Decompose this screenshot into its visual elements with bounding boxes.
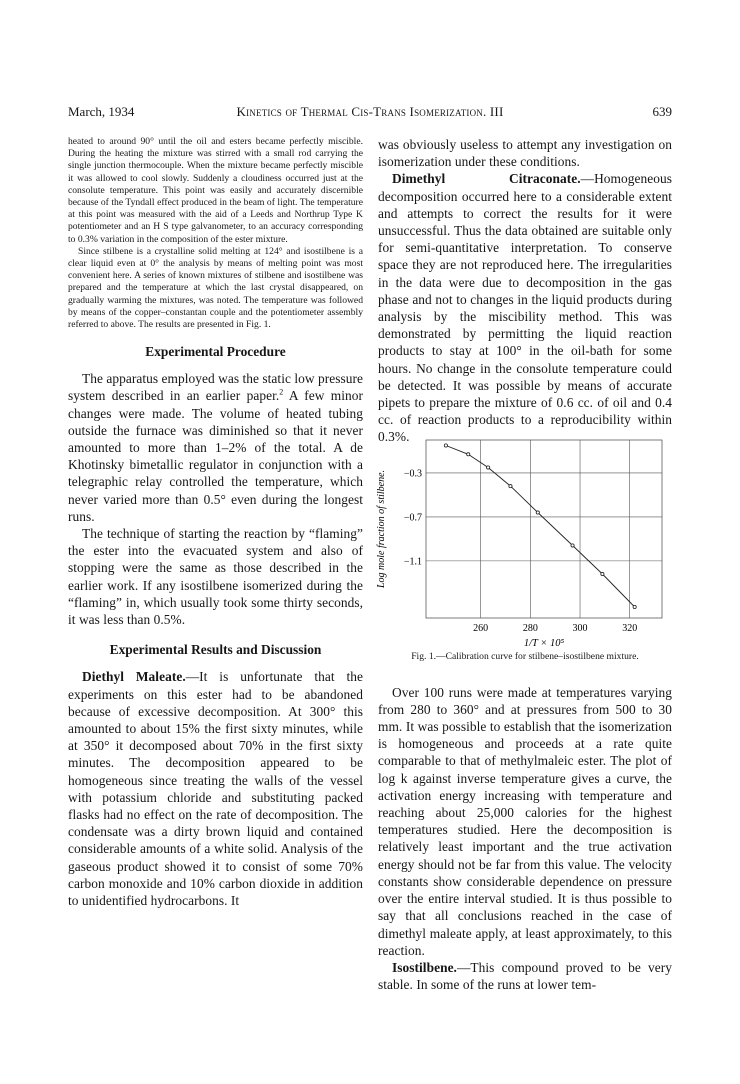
y-tick-label: −0.3 (403, 468, 422, 480)
paragraph: Diethyl Maleate.—It is unfortunate that the experiments on this ester had to be abandoned because of excessive decomposition. At 300° this amounted to about 15% the first sixty minutes, while at 350° it decomposed about 70% in the first sixty minutes. The decomposition appeared to be homogeneous since treating the walls of the vessel with potassium chloride and substituting packed flasks had no effect on the rate of decomposition. The condensate was a dirty brown liquid and contained considerable amounts of a white solid. Analysis of the gaseous product showed it to consist of some 70% carbon monoxide and 10% carbon dioxide in addition to unidentified hydrocarbons. It (68, 669, 363, 908)
calibration-curve (446, 446, 635, 608)
paragraph: was obviously useless to attempt any investigation on isomerization under these conditions. (378, 137, 672, 170)
x-tick-label: 260 (473, 623, 489, 634)
header-title: Kinetics of Thermal Cis-Trans Isomerization. III (236, 104, 504, 119)
x-axis-label: 1/T × 10⁵ (523, 638, 565, 649)
x-tick-label: 280 (522, 623, 538, 634)
paragraph: Dimethyl Citraconate.—Homogeneous decomposition occurred here to a considerable extent and attempts to correct the results for it were unsuccessful. Thus the data obtained are suitable only for semi-quantitative interpretation. To conserve space they are not reproduced here. The irregularities in the data were due to decomposition in the gas phase and not to changes in the liquid products during analysis by the miscibility method. This was demonstrated by permitting the liquid reaction products to stay at 100° in the oil-bath for some hours. No change in the consolute temperature could be detected. It was possible by means of accurate pipets to prepare the mixture of 0.6 cc. of oil and 0.4 cc. of reaction products to a reproducibility within 0.3%. (378, 171, 672, 445)
paragraph: The apparatus employed was the static low pressure system described in an earlier paper.$^2$ A few minor changes were made. The volume of heated tubing outside the furnace was diminished so that it never amounted to more than 1–2% of the total. A de Khotinsky bimetallic regulator in conjunction with a telegraphic relay controlled the temperature, which never varied more than 0.5° even during the longest runs. (68, 371, 364, 524)
y-tick-label: −1.1 (403, 556, 422, 568)
data-point (487, 466, 490, 469)
y-tick-label: −0.7 (403, 512, 422, 524)
data-point (536, 511, 539, 514)
section-heading: Experimental Procedure (145, 344, 286, 360)
paragraph: Over 100 runs were made at temperatures varying from 280 to 360° and at pressures from 500 to 30 mm. It was possible to establish that the isomerization is homogeneous and proceeds at a rate quite comparable to that of methylmaleic ester. The plot of log k against inverse temperature gives a curve, the activation energy increasing with temperature and reaching about 25,000 calories for the highest temperatures studied. Here the decomposition is relatively least important and the true activation energy should not be far from this value. The velocity constants show considerable dependence on pressure over the entire interval studied. It is thus possible to say that all conclusions reached in the case of dimethyl maleate apply, at least approximately, to this reaction. (378, 684, 672, 958)
header-date: March, 1934 (68, 104, 135, 119)
figure-1 (372, 432, 672, 667)
paragraph: The technique of starting the reaction by “flaming” the ester into the evacuated system and also of stopping were the same as those described in the earlier work. If any isostilbene isomerized during the “flaming” in, which usually took some thirty seconds, it was less than 0.5%. (68, 526, 363, 628)
data-point (601, 572, 604, 575)
x-tick-label: 300 (572, 623, 588, 634)
page-number: 639 (652, 104, 672, 119)
section-heading: Experimental Results and Discussion (109, 642, 322, 658)
left-column (68, 136, 363, 909)
run-in-heading: Dimethyl Citraconate. (392, 171, 581, 187)
data-point (444, 444, 447, 447)
footnote-ref: 2 (279, 387, 284, 397)
calibration-chart (372, 432, 672, 652)
plot-frame (426, 440, 662, 618)
run-in-heading: Diethyl Maleate. (82, 669, 186, 685)
figure-caption: Fig. 1.—Calibration curve for stilbene–isostilbene mixture. (411, 651, 639, 662)
data-point (571, 544, 574, 547)
y-axis-label: Log mole fraction of stilbene. (376, 469, 387, 589)
paragraph: Isostilbene.—This compound proved to be very stable. In some of the runs at lower tem- (378, 959, 672, 993)
x-tick-label: 320 (622, 623, 638, 634)
run-in-heading: Isostilbene. (392, 959, 457, 975)
running-header (68, 104, 672, 122)
paragraph: heated to around 90° until the oil and esters became perfectly miscible. During the heating the mixture was stirred with a small rod carrying the single junction thermocouple. When the mixture became perfectly miscible it was allowed to cool slowly. Suddenly a cloudiness occurred just at the consolute temperature. This point was easily and accurately discernible because of the Tyndall effect produced in the beam of light. The temperature at this point was measured with the aid of a Leeds and Northrup Type K potentiometer and an H S type galvanometer, to an accuracy corresponding to 0.3% variation in the composition of the ester mixture. (68, 136, 363, 245)
data-point (509, 485, 512, 488)
data-point (467, 453, 470, 456)
paragraph: Since stilbene is a crystalline solid melting at 124° and isostilbene is a clear liquid even at 0° the analysis by means of melting point was most convenient here. A series of known mixtures of stilbene and isostilbene was prepared and the temperature at which the last crystal disappeared, on gradually warming the mixtures, was noted. The temperature was followed by means of the copper–constantan couple and the potentiometer assembly referred to above. The results are presented in Fig. 1. (68, 245, 363, 331)
data-point (633, 605, 636, 608)
